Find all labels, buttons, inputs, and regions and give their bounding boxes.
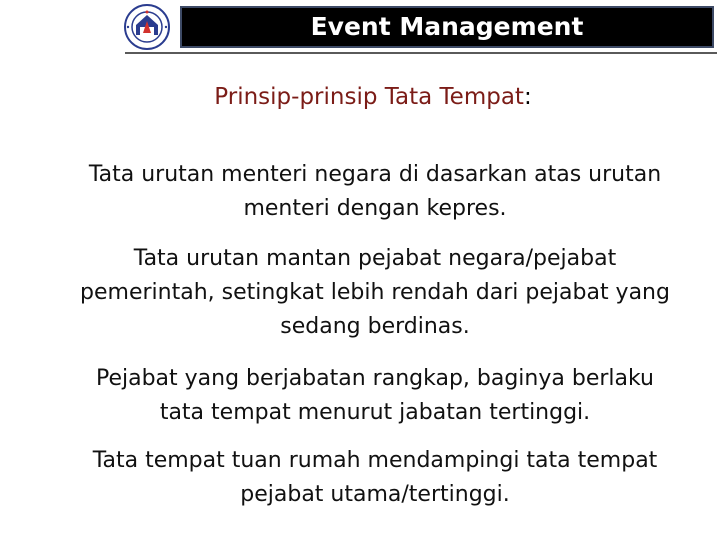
section-heading-text: Prinsip-prinsip Tata Tempat [214, 84, 524, 110]
university-logo [119, 3, 175, 51]
header-divider [125, 52, 717, 54]
university-seal-icon [119, 3, 175, 51]
paragraph-3: Pejabat yang berjabatan rangkap, baginya berlaku tata tempat menurut jabatan tertinggi. [95, 366, 655, 425]
section-heading-colon: : [523, 84, 532, 110]
page-title: Event Management [180, 6, 714, 48]
paragraph-1: Tata urutan menteri negara di dasarkan atas urutan menteri dengan kepres. [88, 162, 662, 221]
section-heading [0, 84, 720, 110]
paragraph-2: Tata urutan mantan pejabat negara/pejabat pemerintah, setingkat lebih rendah dari pejabat yang sedang berdinas. [80, 246, 670, 339]
paragraph-4: Tata tempat tuan rumah mendampingi tata tempat pejabat utama/tertinggi. [92, 448, 658, 507]
